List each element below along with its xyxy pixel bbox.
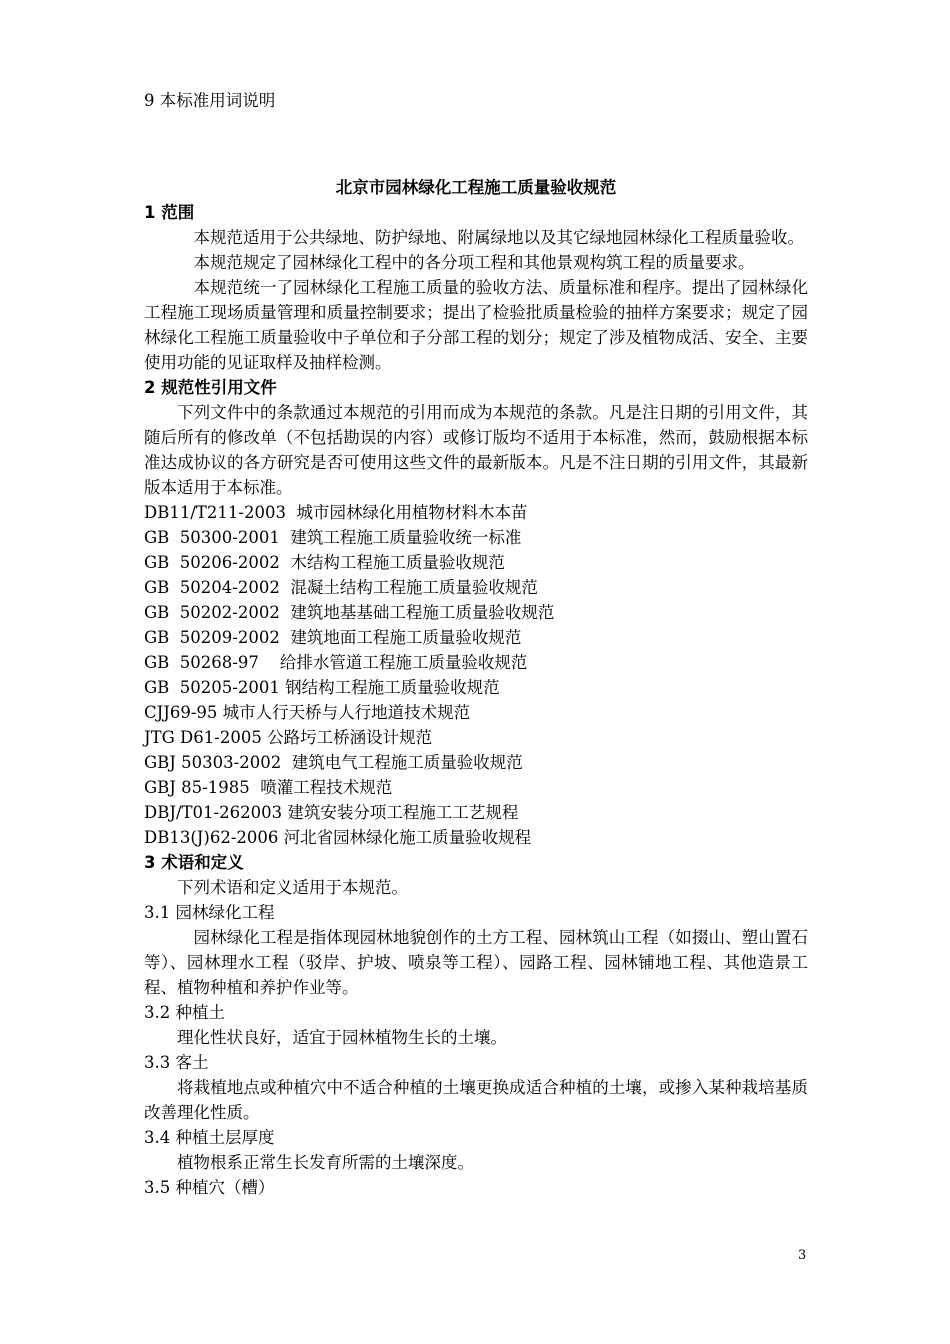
reference-item: JTG D61-2005 公路圬工桥涵设计规范 xyxy=(144,728,433,747)
reference-item: GB 50209-2002 建筑地面工程施工质量验收规范 xyxy=(144,628,522,647)
reference-item: GB 50206-2002 木结构工程施工质量验收规范 xyxy=(144,553,505,572)
page-number: 3 xyxy=(798,1248,807,1263)
reference-item: CJJ69-95 城市人行天桥与人行地道技术规范 xyxy=(144,703,471,722)
section-3-heading: 3 术语和定义 xyxy=(144,853,244,872)
reference-item: GB 50204-2002 混凝土结构工程施工质量验收规范 xyxy=(144,578,538,597)
term-heading: 3.5 种植穴（槽） xyxy=(144,1178,275,1197)
reference-item: GB 50202-2002 建筑地基基础工程施工质量验收规范 xyxy=(144,603,555,622)
term-heading: 3.1 园林绿化工程 xyxy=(144,903,275,922)
section-2-intro: 下列文件中的条款通过本规范的引用而成为本规范的条款。凡是注日期的引用文件，其随后所有的修改单（不包括勘误的内容）或修订版均不适用于本标准，然而，鼓励根据本标准达成协议的各方研究是否可使用这些文件的最新版本。凡是不注日期的引用文件，其最新版本适用于本标准。 xyxy=(144,403,808,497)
section-3-intro: 下列术语和定义适用于本规范。 xyxy=(177,878,408,897)
reference-item: GB 50268-97 给排水管道工程施工质量验收规范 xyxy=(144,653,528,672)
section-1-heading: 1 范围 xyxy=(144,203,195,222)
reference-item: GBJ 50303-2002 建筑电气工程施工质量验收规范 xyxy=(144,753,523,772)
term-definition: 园林绿化工程是指体现园林地貌创作的土方工程、园林筑山工程（如掇山、塑山置石等）、园林理水工程（驳岸、护坡、喷泉等工程）、园路工程、园林铺地工程、其他造景工程、植物种植和养护作业等。 xyxy=(144,928,808,997)
page-content xyxy=(144,88,808,1200)
section-1-paragraph: 本规范统一了园林绿化工程施工质量的验收方法、质量标准和程序。提出了园林绿化工程施工现场质量管理和质量控制要求；提出了检验批质量检验的抽样方案要求；规定了园林绿化工程施工质量验收中子单位和子分部工程的划分；规定了涉及植物成活、安全、主要使用功能的见证取样及抽样检测。 xyxy=(144,278,808,372)
document-title: 北京市园林绿化工程施工质量验收规范 xyxy=(335,178,617,197)
reference-item: DB11/T211-2003 城市园林绿化用植物材料木本苗 xyxy=(144,503,528,522)
section-1-paragraph: 本规范规定了园林绿化工程中的各分项工程和其他景观构筑工程的质量要求。 xyxy=(193,253,755,272)
term-heading: 3.3 客土 xyxy=(144,1053,209,1072)
section-2-heading: 2 规范性引用文件 xyxy=(144,378,277,397)
term-definition: 植物根系正常生长发育所需的土壤深度。 xyxy=(177,1153,474,1172)
reference-item: GB 50205-2001 钢结构工程施工质量验收规范 xyxy=(144,678,500,697)
reference-item: DB13(J)62-2006 河北省园林绿化施工质量验收规程 xyxy=(144,828,532,847)
reference-item: GBJ 85-1985 喷灌工程技术规范 xyxy=(144,778,393,797)
term-definition: 理化性状良好，适宜于园林植物生长的土壤。 xyxy=(177,1028,507,1047)
reference-item: DBJ/T01-262003 建筑安装分项工程施工工艺规程 xyxy=(144,803,519,822)
previous-section-heading: 9 本标准用词说明 xyxy=(144,91,276,110)
term-heading: 3.4 种植土层厚度 xyxy=(144,1128,275,1147)
term-heading: 3.2 种植土 xyxy=(144,1003,225,1022)
reference-item: GB 50300-2001 建筑工程施工质量验收统一标准 xyxy=(144,528,522,547)
term-definition: 将栽植地点或种植穴中不适合种植的土壤更换成适合种植的土壤，或掺入某种栽培基质改善理化性质。 xyxy=(144,1078,808,1122)
section-1-paragraph: 本规范适用于公共绿地、防护绿地、附属绿地以及其它绿地园林绿化工程质量验收。 xyxy=(193,228,804,247)
